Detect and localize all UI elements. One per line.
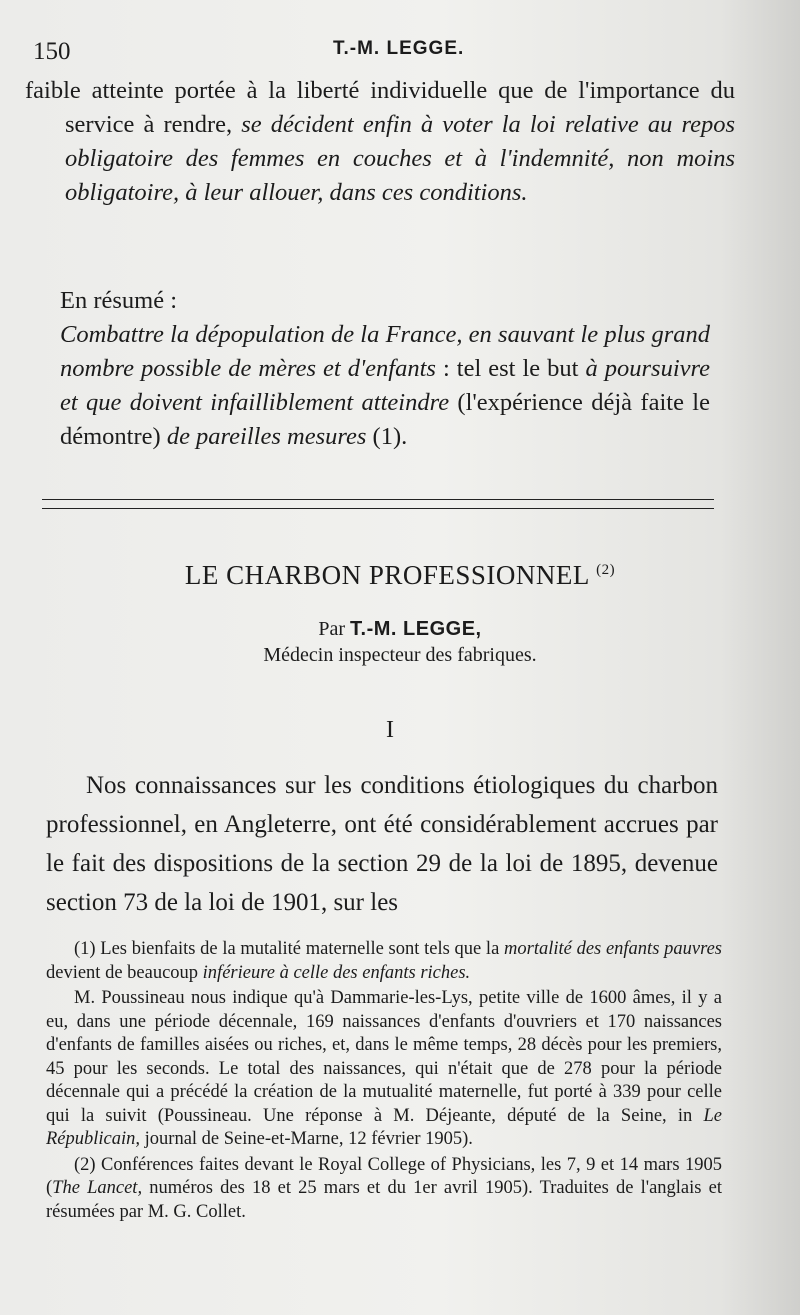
divider-rule-top [42, 499, 714, 500]
page-number: 150 [33, 38, 71, 65]
footnote-2-text-b: numéros des 18 et 25 mars et du 1er avril 1905). Traduites de l'anglais et résumées par M. G. Collet. [46, 1178, 722, 1222]
footnote-1-italic-b: inférieure à celle des enfants riches. [202, 962, 471, 983]
summary-italic-2: à poursuivre et que doivent infailliblement atteindre [60, 355, 711, 416]
footnote-2-text-a: (2) Conférences faites devant le Royal College of Physicians, les 7, 9 et 14 mars 1905 ( [46, 1154, 722, 1198]
summary-label: En résumé : [60, 287, 178, 314]
footnote-1-cont-text-b: journal de Seine-et-Marne, 12 février 1905). [140, 1129, 473, 1149]
article-title [0, 560, 800, 591]
paragraph1-italic: se décident enfin à voter la loi relative au repos obligatoire des femmes en couches et à l'indemnité, non moins obligatoire, à leur allouer, dans ces conditions. [65, 111, 735, 206]
footnote-1-text-a: (1) Les bienfaits de la mutalité maternelle sont tels que la [74, 939, 505, 959]
paragraph-continuation [25, 74, 735, 210]
summary-italic-1: Combattre la dépopulation de la France, en sauvant le plus grand nombre possible de mères et d'enfants [60, 321, 710, 382]
footnote-1 [46, 938, 722, 985]
footnote-2-italic: The Lancet, [52, 1178, 143, 1198]
running-head: T.-M. LEGGE. [333, 38, 465, 59]
page-header [33, 38, 763, 68]
footnote-1-text-b: devient de beaucoup [46, 962, 203, 983]
paragraph1-roman: faible atteinte portée à la liberté individuelle que de l'importance du service à rendre, [25, 77, 735, 138]
summary-italic-3: de pareilles mesures [166, 423, 367, 450]
article-title-note: (2) [596, 562, 616, 578]
article-intro-paragraph: Nos connaissances sur les conditions étiologiques du charbon professionnel, en Angleterre, ont été considérablement accrues par le fait des dispositions de la section 29 de la loi de 1895, devenue section 73 de la loi de 1901, sur les [46, 772, 718, 916]
footnote-1-italic-a: mortalité des enfants pauvres [504, 939, 722, 959]
byline-prefix: Par [318, 618, 351, 640]
footnote-1-cont-text-a: M. Poussineau nous indique qu'à Dammarie-les-Lys, petite ville de 1600 âmes, il y a eu, dans une période décennale, 169 naissances d'enfants d'ouvriers et 170 naissances d'enfants de familles aisées ou riches, et, dans le même temps, 28 décès pour les premiers, 45 pour les seconds. Le total des naissances, qui n'était que de 278 pour la période décennale qui a précédé la création de la mutualité maternelle, fut porté à 339 pour celle qui la suivit (Poussineau. Une réponse à M. Déjeante, député de la Seine, in [46, 988, 722, 1126]
section-number: I [386, 717, 394, 743]
summary-roman-1: : tel est le but [435, 355, 586, 382]
author-affiliation: Médecin inspecteur des fabriques. [263, 644, 537, 666]
footnote-1-continuation [46, 987, 722, 1152]
article-title-text: LE CHARBON PROFESSIONNEL [184, 560, 589, 590]
footnote-2 [46, 1154, 722, 1225]
summary-roman-2: (l'expérience déjà faite le démontre) [60, 389, 710, 450]
summary-paragraph [60, 284, 710, 454]
summary-roman-3: (1). [366, 423, 408, 450]
footnote-1-cont-italic: Le Républicain, [46, 1105, 722, 1149]
byline [0, 618, 800, 641]
divider-rule-bottom [42, 508, 714, 509]
author-name: T.-M. LEGGE, [350, 618, 482, 640]
footnotes [46, 938, 722, 1224]
